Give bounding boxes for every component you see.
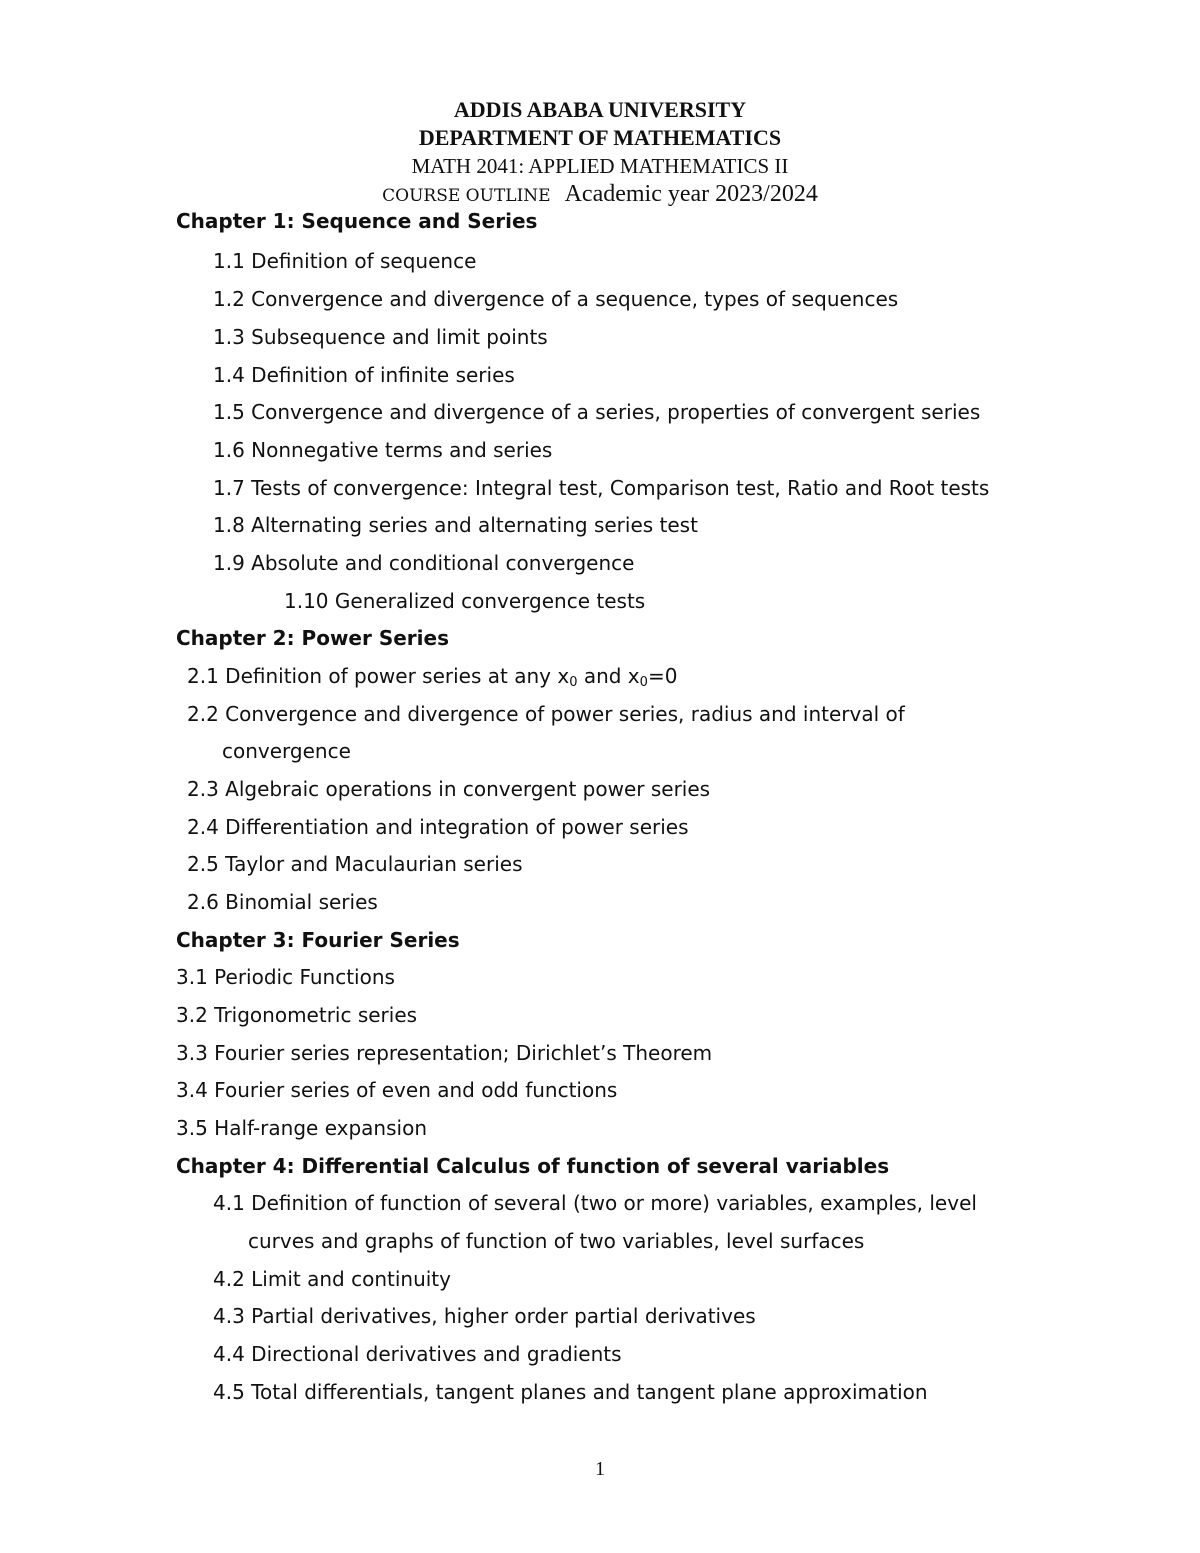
chapter-2-item: 2.2 Convergence and divergence of power series, radius and interval of	[187, 702, 905, 726]
course-title: MATH 2041: APPLIED MATHEMATICS II	[411, 154, 789, 178]
chapter-3-item: 3.1 Periodic Functions	[176, 965, 395, 989]
chapter-4-item: 4.3 Partial derivatives, higher order partial derivatives	[213, 1304, 756, 1328]
chapter-4-item: 4.5 Total differentials, tangent planes and tangent plane approximation	[213, 1380, 928, 1404]
chapter-1-item: 1.7 Tests of convergence: Integral test, Comparison test, Ratio and Root tests	[213, 476, 990, 500]
outline-line	[0, 181, 1200, 208]
subscript-zero: 0	[639, 675, 648, 690]
chapter-2-item: 2.4 Differentiation and integration of power series	[187, 815, 689, 839]
chapter-2-item	[187, 664, 677, 688]
chapter-2-item-continuation: convergence	[222, 739, 351, 763]
university-title: ADDIS ABABA UNIVERSITY	[453, 97, 747, 122]
chapter-2-item: 2.6 Binomial series	[187, 890, 378, 914]
course-outline-label: COURSE OUTLINE	[382, 186, 551, 206]
page-number: 1	[595, 1458, 605, 1480]
chapter-4-item: 4.4 Directional derivatives and gradients	[213, 1342, 622, 1366]
chapter-3-item: 3.5 Half-range expansion	[176, 1116, 427, 1140]
power-series-text: 2.1 Definition of power series at any x	[187, 664, 570, 688]
chapter-4-title: Chapter 4: Differential Calculus of function of several variables	[176, 1154, 890, 1178]
academic-year: Academic year 2023/2024	[564, 181, 818, 207]
chapter-2-item: 2.5 Taylor and Maculaurian series	[187, 852, 523, 876]
chapter-4-item-continuation: curves and graphs of function of two variables, level surfaces	[248, 1229, 865, 1253]
chapter-1-item: 1.6 Nonnegative terms and series	[213, 438, 553, 462]
chapter-1-item: 1.10 Generalized convergence tests	[284, 589, 646, 613]
chapter-3-title: Chapter 3: Fourier Series	[176, 928, 460, 952]
chapter-3-item: 3.4 Fourier series of even and odd functions	[176, 1078, 618, 1102]
chapter-2-title: Chapter 2: Power Series	[176, 626, 449, 650]
subscript-zero: 0	[569, 675, 578, 690]
chapter-1-item: 1.3 Subsequence and limit points	[213, 325, 548, 349]
chapter-1-title: Chapter 1: Sequence and Series	[176, 209, 538, 233]
chapter-3-item: 3.3 Fourier series representation; Dirichlet’s Theorem	[176, 1041, 713, 1065]
chapter-1-item: 1.4 Definition of infinite series	[213, 363, 515, 387]
department-title: DEPARTMENT OF MATHEMATICS	[418, 125, 782, 150]
chapter-3-item: 3.2 Trigonometric series	[176, 1003, 418, 1027]
power-series-text: =0	[647, 664, 678, 688]
chapter-1-item: 1.2 Convergence and divergence of a sequence, types of sequences	[213, 287, 899, 311]
power-series-text: and x	[577, 664, 640, 688]
chapter-1-item: 1.9 Absolute and conditional convergence	[213, 551, 635, 575]
chapter-4-item: 4.1 Definition of function of several (two or more) variables, examples, level	[213, 1191, 977, 1215]
chapter-4-item: 4.2 Limit and continuity	[213, 1267, 451, 1291]
chapter-1-item: 1.5 Convergence and divergence of a series, properties of convergent series	[213, 400, 981, 424]
chapter-1-item: 1.1 Definition of sequence	[213, 249, 477, 273]
chapter-1-item: 1.8 Alternating series and alternating series test	[213, 513, 698, 537]
chapter-2-item: 2.3 Algebraic operations in convergent power series	[187, 777, 711, 801]
